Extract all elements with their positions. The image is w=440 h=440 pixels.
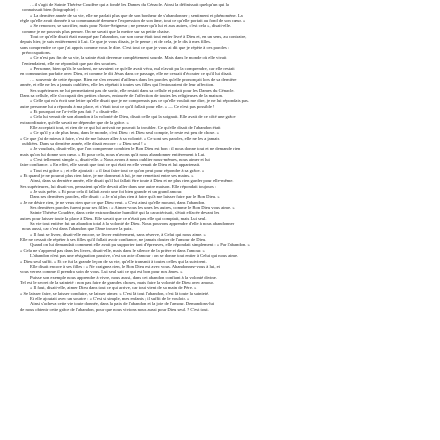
- text-line: autres pour laisser toute la place à Dieu. Elle savait que ce n'était pas elle qui comptait, mais Lui seul.: [20, 215, 207, 221]
- text-line: règle qu'elle avait donnée à sa communauté demeure l'expression de son âme, tout ce qu'elle portait au fond de son cœur. »: [20, 18, 246, 24]
- text-line: autre personne lui a répondu à ma place, et c'était tout ce qu'il fallait pour elle. » — Ce n'est pas possible !: [20, 103, 215, 109]
- text-line: année, et elle ne les a jamais oubliées, elle les répétait à toutes ses filles qui l'entouraient de leur affection.: [20, 82, 215, 88]
- text-line: préoccupations.: [22, 50, 51, 56]
- text-line: Quand on lui demandait comment elle avait pu supporter tant d'épreuves, elle répondait simplement : « Par l'abandon. »: [30, 242, 250, 248]
- text-line: … souvenir de cette époque. Rien ne s'en ressent d'ailleurs dans les paroles qu'elle prononçait lors de sa dernière: [30, 76, 237, 82]
- text-line: Elle acceptait tout, et rien de ce qui lui arrivait ne pouvait la troubler. Ce qu'elle disait de l'abandon était: [30, 124, 221, 130]
- text-line: « Se laisser faire, se laisser conduire, se laisser aimer. » C'est là tout l'abandon, c'est là toute la sainteté.: [20, 290, 210, 296]
- text-line: Dans ses dernières paroles, elle disait : « Je n'ai plus rien à faire qu'à me laisser faire par le Bon Dieu. »: [30, 194, 220, 200]
- text-line: Ses supérieures ne lui permettaient pas de sortir, elle restait dans sa cellule et priait pour les Dames du Cénacle.: [30, 87, 235, 93]
- text-line: mais qu'on lui donne son cœur. » Et pour cela, nous n'avons qu'à nous abandonner entièrement à Lui.: [20, 151, 206, 157]
- text-line: extraordinaire, qu'elle savait ne dépendre que de la grâce. »: [20, 119, 129, 125]
- text-line: « Ce n'est pas fin de sa vie, la sainte était devenue complètement sourde. Mais dans le monde où elle vivait: [30, 55, 227, 61]
- text-line: « Il faut se livrer, disait-elle encore, se livrer entièrement, sans réserve, à Celui qui nous aime. »: [30, 231, 206, 237]
- text-line: comme je ne pouvais plus penser. On ne savait que la mettre sur sa petite chaise.: [22, 28, 170, 34]
- text-line: Sa vie tout entière fut un abandon total à la volonté de Dieu. Nous pouvons apprendre d'elle à nous abandonner: [30, 221, 235, 227]
- text-line: « Ce qu'il y a de plus beau, dans le monde, c'est Dieu : et Dieu seul compte, le reste est peu de chose. »: [30, 130, 219, 136]
- text-line: Puisse son exemple nous apprendre à vivre, nous aussi, dans cet abandon confiant à la volonté divine.: [30, 274, 217, 280]
- text-line: Ses supérieures, lui disait-on, pensaient qu'elle devait aller dans une autre maison. Elle répondait toujours :: [20, 183, 217, 189]
- text-line: Elle ne cessait de répéter à ses filles qu'il fallait avoir confiance, ne jamais douter de l'amour de Dieu.: [20, 237, 207, 243]
- text-line: Ses dernières paroles furent pour ses filles : « Aimez-vous les unes les autres, comme le Bon Dieu vous aime. »: [30, 205, 235, 211]
- text-line: « C'est tellement simple », disait-elle. « Nous avons à nous oublier nous-mêmes, nous aimer et lui: [30, 156, 210, 162]
- text-line: « Se renoncer, se sacrifier, mais pour Notre-Seigneur ; ne penser qu'à lui et aux autres, c'est cela », disait-elle.: [30, 23, 232, 29]
- text-line: Ainsi, dans sa dernière année, elle disait qu'il lui fallait être toute à Dieu et ne plus rien garder pour elle-même.: [30, 178, 234, 184]
- text-line: « Et pourquoi ne l'a-t-elle pas fait ? » disait-elle.: [30, 108, 119, 114]
- text-line: « Personne, bien qu'ils le sachent, ne savaient ce qu'elle avait vécu, nul n'avait pu la comprendre, car elle restait: [30, 66, 235, 72]
- text-line: L'abandon n'est pas une résignation passive, c'est un acte d'amour : on se donne tout entier à Celui qui nous aime.: [30, 253, 239, 259]
- text-line: vous verrez comme il prendra soin de vous. Lui seul sait ce qui est bon pour nos âmes. »: [20, 269, 183, 275]
- text-line: « Tout est grâce » ; et elle ajoutait : « il faut faire tout ce qu'on peut pour répondre à sa grâce. »: [30, 167, 205, 173]
- text-line: Ainsi s'acheva cette vie toute donnée, dans la paix de l'abandon et la joie de l'amour. Demandons-lui: [30, 301, 215, 307]
- text-line: oubliées. Dans sa dernière année, elle disait encore : « Dieu seul ! »: [22, 140, 147, 146]
- text-line: « Il faut, disait-elle, aimer Dieu dans tout ce qui arrive, car tout vient de sa main de Père. »: [30, 285, 197, 291]
- text-line: faire confiance. » En effet, elle savait que tout ce qui était en elle venait de Dieu et lui appartenait.: [20, 162, 201, 168]
- text-line: connaissait bien (biographie) :: [22, 7, 78, 13]
- text-line: « Cela lui venait de son abandon à la volonté de Dieu, disait celle qui la soignait. Elle avait de ce côté une grâce: [30, 114, 236, 120]
- text-line: de nous obtenir cette grâce de l'abandon, pour que nous vivions nous aussi pour Dieu seul. ? C'est tout.: [20, 306, 209, 312]
- text-line: « Et quand je ne pourrai plus rien faire, je me donnerai à lui, je me remettrai entre ses mains. »: [20, 173, 194, 178]
- text-line: « Cela ne s'apprend pas dans les livres, disait-elle, mais dans le silence de la prière et dans l'amour. »: [20, 247, 205, 253]
- text-line: « Je ne désire rien, je ne veux rien que ce que Dieu veut. » C'est ainsi qu'elle mourut, dans l'abandon.: [20, 199, 206, 205]
- text-line: « Je voudrais, disait-elle, que l'on comprenne combien le Bon Dieu est bon : il nous donne tout et ne demande rien: [30, 146, 241, 152]
- text-line: …il s'agit de Sainte Thérèse Coudère qui a fondé les Dames du Cénacle. Ainsi la définissait quelqu'un qui la: [30, 2, 229, 7]
- text-line: Sainte Thérèse Coudère, dans cette extraordinaire humilité qui la caractérisait, s'était effacée devant les: [30, 210, 220, 216]
- text-line: « Celle qui m'a écrit une lettre qu'elle disait que je ne comprenais pas ce qu'elle voulait me dire, je ne lui répondais pas.: [30, 98, 249, 104]
- text-line: l'entendaient, elle ne répondait que par des sourires.: [22, 60, 118, 66]
- text-line: Dans sa cellule, elle s'occupait des petites choses, entourée de l'affection de toutes les religieuses de la maison.: [20, 92, 224, 98]
- text-line: Et elle ajoutait avec un sourire : « C'est si simple, mes enfants ; il suffit de le vouloir. »: [30, 295, 190, 301]
- text-line: depuis hier, je suis entièrement à Lui. Ce que je vous disais, je le pense ; et de cela, je le dis à mes filles.: [20, 39, 212, 45]
- text-line: Tel est le secret de la sainteté : non pas faire de grandes choses, mais faire la volonté de Dieu avec amour.: [20, 279, 214, 285]
- text-line: « La dernière année de sa vie, elle ne parlait plus que de son bonheur de s'abandonner ; sentiment et phénomène. La: [30, 12, 243, 18]
- text-line: « Je suis prête. » Et pour cela il fallait avoir une foi bien grande et un grand amour.: [30, 189, 183, 195]
- text-line: Elle disait encore à ses filles : « Ne craignez rien, le Bon Dieu est avec vous. Abandonnez-vous à lui, et: [30, 263, 220, 269]
- text-line: « Dieu seul suffit. » Et ce fut la grande leçon de sa vie, qu'elle transmit à toutes celles qui la suivirent.: [20, 258, 207, 264]
- text-line: nous aussi, car c'est dans l'abandon que l'âme trouve la paix.: [22, 226, 133, 232]
- text-line: Tout ce qu'elle disait était marqué par l'abandon, car son cœur était tout entier livré à Dieu et, en un sens, au contraire,: [30, 34, 247, 40]
- text-line: « Ce que j'ai de mieux à faire, c'est de me laisser aller à sa volonté. » Ce sont ses paroles, elle ne les a jamais: [20, 135, 220, 141]
- text-line: sans comprendre ce que j'ai appris comme vous le dire. C'est tout ce que je vous ai dit que je répète à ces paroles :: [20, 44, 230, 50]
- text-line: en communion parfaite avec Dieu, et comme le dit Jésus dans ce passage, elle ne cessait d'écouter ce qu'il lui disait.: [20, 71, 233, 77]
